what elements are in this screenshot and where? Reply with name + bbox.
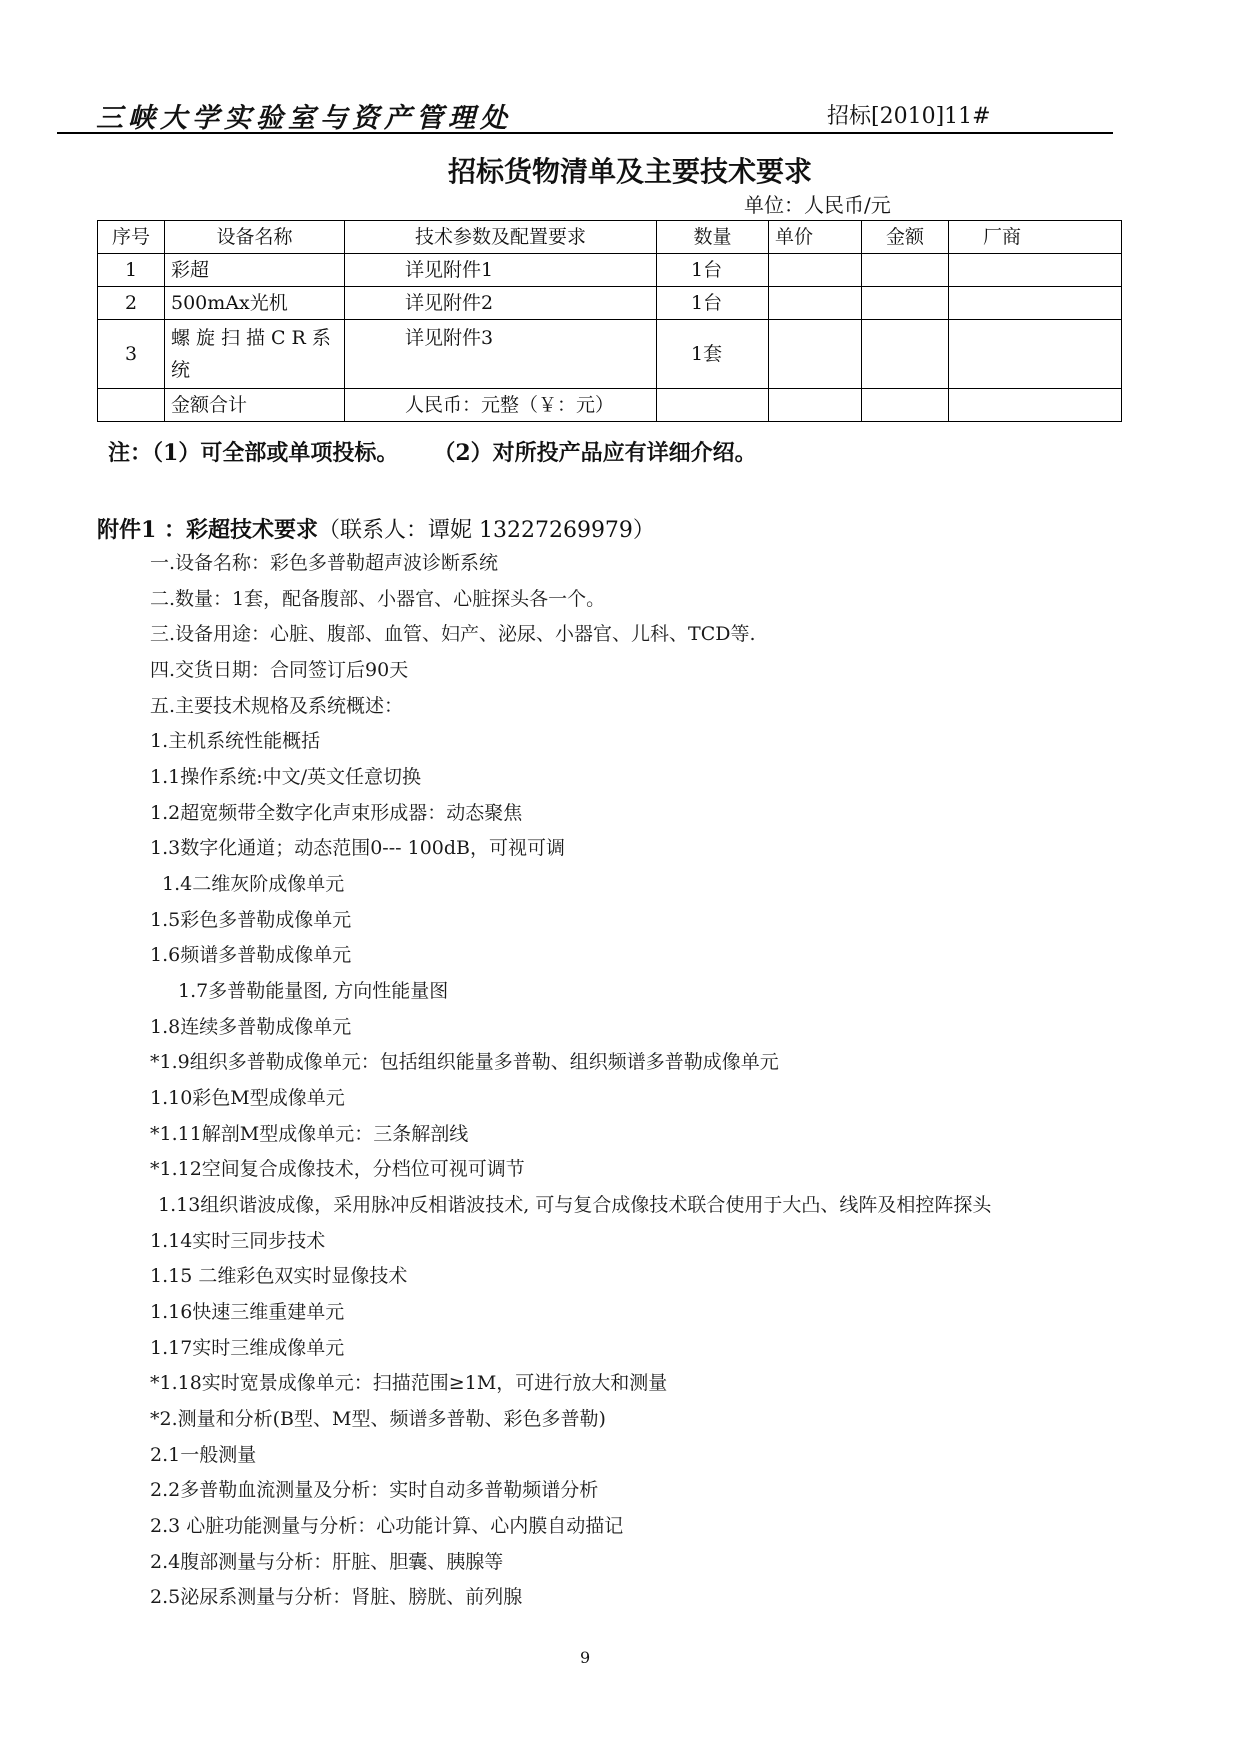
cell-qty: 1台: [657, 287, 769, 320]
spec-line: 1.16快速三维重建单元: [150, 1301, 345, 1323]
spec-line: 一.设备名称：彩色多普勒超声波诊断系统: [150, 552, 499, 574]
cell-vendor: [949, 320, 1122, 389]
col-header-no: 序号: [98, 221, 165, 254]
cell-unit-price: [769, 254, 862, 287]
col-header-spec: 技术参数及配置要求: [345, 221, 657, 254]
spec-line: 2.5泌尿系测量与分析：肾脏、膀胱、前列腺: [150, 1586, 523, 1608]
spec-line: 1.6频谱多普勒成像单元: [150, 944, 352, 966]
spec-line: 1.1操作系统:中文/英文任意切换: [150, 766, 422, 788]
spec-line: *2.测量和分析(B型、M型、频谱多普勒、彩色多普勒): [150, 1408, 606, 1430]
header-rule: [57, 132, 1113, 134]
page-number: 9: [580, 1648, 591, 1667]
note-item-1: （1）可全部或单项投标。: [152, 440, 399, 466]
cell-spec: 详见附件2: [345, 287, 657, 320]
spec-line: 2.1一般测量: [150, 1444, 257, 1466]
table-total-row: [98, 389, 1122, 422]
goods-table: [97, 220, 1122, 422]
spec-line: *1.18实时宽景成像单元：扫描范围≥1M，可进行放大和测量: [150, 1372, 668, 1394]
col-header-qty: 数量: [657, 221, 769, 254]
cell-no: 3: [98, 320, 165, 389]
spec-line: *1.9组织多普勒成像单元：包括组织能量多普勒、组织频谱多普勒成像单元: [150, 1051, 779, 1073]
cell-name: 彩超: [165, 254, 345, 287]
spec-line: 2.4腹部测量与分析：肝脏、胆囊、胰腺等: [150, 1551, 504, 1573]
cell-no: [98, 389, 165, 422]
cell-spec: 详见附件3: [345, 320, 657, 389]
cell-unit-price: [769, 287, 862, 320]
spec-line: 1.4二维灰阶成像单元: [162, 873, 345, 895]
spec-line: 三.设备用途：心脏、腹部、血管、妇产、泌尿、小器官、儿科、TCD等.: [150, 623, 756, 645]
cell-no: 2: [98, 287, 165, 320]
cell-amount: [862, 287, 949, 320]
header-org: 三峡大学实验室与资产管理处: [96, 103, 512, 134]
spec-line: 1.3数字化通道；动态范围0--- 100dB，可视可调: [150, 837, 565, 859]
col-header-unit-price: 单价: [769, 221, 862, 254]
spec-line: 五.主要技术规格及系统概述：: [150, 695, 404, 717]
col-header-amount: 金额: [862, 221, 949, 254]
cell-qty: 1套: [657, 320, 769, 389]
cell-amount: [862, 320, 949, 389]
spec-line: 1.15 二维彩色双实时显像技术: [150, 1265, 408, 1287]
bid-note: [108, 436, 757, 467]
spec-line: 1.5彩色多普勒成像单元: [150, 909, 352, 931]
cell-qty: [657, 389, 769, 422]
col-header-name: 设备名称: [165, 221, 345, 254]
cell-unit-price: [769, 389, 862, 422]
cell-qty: 1台: [657, 254, 769, 287]
spec-line: 1.主机系统性能概括: [150, 730, 321, 752]
cell-vendor: [949, 254, 1122, 287]
spec-line: 二.数量：1套，配备腹部、小器官、心脏探头各一个。: [150, 588, 606, 610]
unit-note: 单位：人民币/元: [744, 193, 891, 217]
header-code: 招标[2010]11#: [827, 104, 991, 129]
cell-vendor: [949, 389, 1122, 422]
cell-amount: [862, 254, 949, 287]
table-row: [98, 287, 1122, 320]
spec-line: *1.12空间复合成像技术，分档位可视可调节: [150, 1158, 525, 1180]
table-header-row: [98, 221, 1122, 254]
spec-line: 1.17实时三维成像单元: [150, 1337, 345, 1359]
spec-line: 2.2多普勒血流测量及分析：实时自动多普勒频谱分析: [150, 1479, 599, 1501]
document-title: 招标货物清单及主要技术要求: [447, 155, 812, 188]
cell-spec: 详见附件1: [345, 254, 657, 287]
cell-name: 螺旋扫描CR系统: [165, 320, 345, 389]
col-header-vendor: 厂商: [949, 221, 1122, 254]
spec-line: 1.2超宽频带全数字化声束形成器：动态聚焦: [150, 802, 523, 824]
table-row: [98, 254, 1122, 287]
total-value: 人民币：元整（￥：元）: [345, 389, 657, 422]
spec-line: 1.10彩色M型成像单元: [150, 1087, 345, 1109]
spec-line: 2.3 心脏功能测量与分析：心功能计算、心内膜自动描记: [150, 1515, 624, 1537]
spec-line: 四.交货日期：合同签订后90天: [150, 659, 409, 681]
cell-vendor: [949, 287, 1122, 320]
spec-line: 1.8连续多普勒成像单元: [150, 1016, 352, 1038]
cell-name: 500mAx光机: [165, 287, 345, 320]
cell-unit-price: [769, 320, 862, 389]
spec-line: 1.13组织谐波成像，采用脉冲反相谐波技术, 可与复合成像技术联合使用于大凸、线阵及相控阵探头: [158, 1194, 992, 1216]
attachment-label: 附件1 ：彩超技术要求: [97, 517, 318, 543]
attachment-heading: [97, 513, 655, 544]
spec-line: *1.11解剖M型成像单元：三条解剖线: [150, 1123, 469, 1145]
attachment-contact: （联系人：谭妮 13227269979）: [317, 518, 655, 543]
cell-no: 1: [98, 254, 165, 287]
note-prefix: 注：: [108, 440, 153, 466]
spec-line: 1.14实时三同步技术: [150, 1230, 326, 1252]
cell-amount: [862, 389, 949, 422]
spec-line: 1.7多普勒能量图, 方向性能量图: [178, 980, 449, 1002]
note-item-2: （2）对所投产品应有详细介绍。: [444, 440, 757, 466]
total-label: 金额合计: [165, 389, 345, 422]
table-row: [98, 320, 1122, 389]
